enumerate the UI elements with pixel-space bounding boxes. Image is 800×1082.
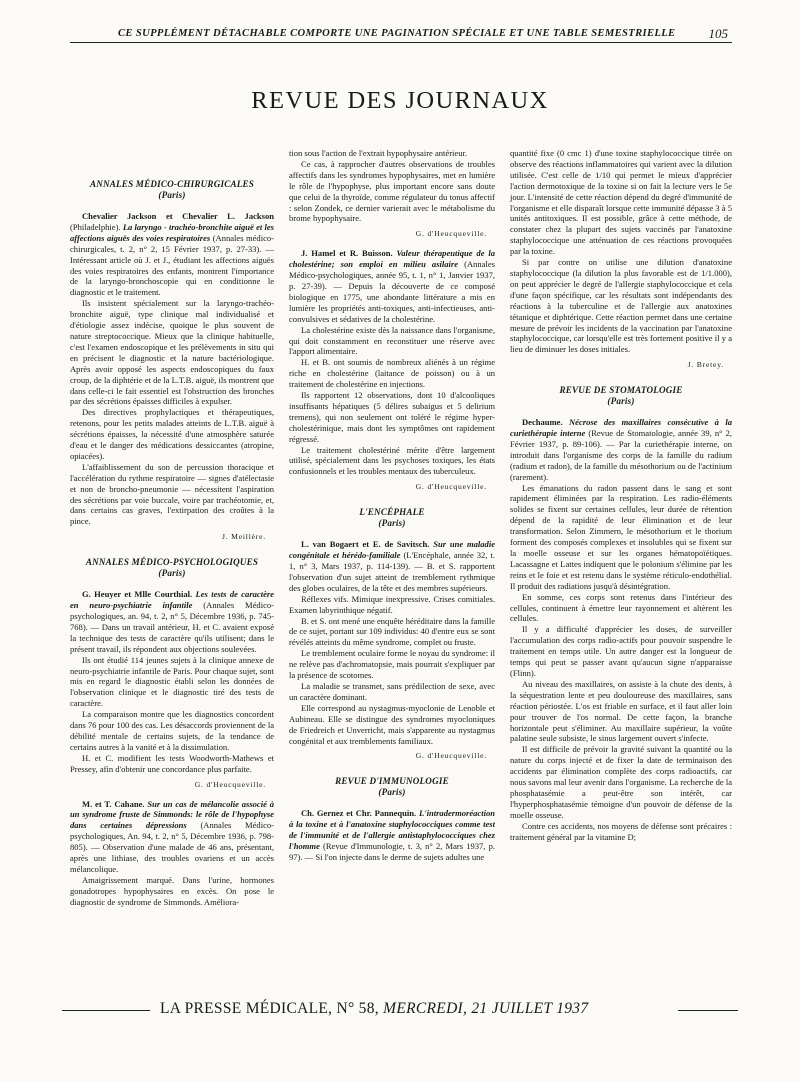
article-authors: J. Hamel et R. Buisson. <box>301 248 393 259</box>
article-lead <box>289 808 495 863</box>
article-paragraph: H. et C. modifient les tests Woodworth-Mathews et Pressey, afin d'obtenir une concordance plus parfaite. <box>70 752 274 774</box>
running-title: CE SUPPLÉMENT DÉTACHABLE COMPORTE UNE PAGINATION SPÉCIALE ET UNE TABLE SEMESTRIELLE <box>118 28 676 39</box>
section-heading <box>70 179 274 201</box>
article-paragraph: Elle correspond au nystagmus-myoclonie de Lenoble et Aubineau. Elle se distingue des syndromes myocloniques de Friedreich et Unverricht, mais s'apparente au nystagmus congénital et aux tremblements familiaux. <box>289 702 495 746</box>
article-body: (Revue de Stomatologie, année 39, n° 2, Février 1937, p. 89-106). — Par la curiethérapie interne, on introduit dans l'organisme des corps de la famille du radium (radium et radon), de la famille du mésothorium ou de l'actinium (rarement). <box>510 428 733 482</box>
section-title: ANNALES MÉDICO-CHIRURGICALES <box>89 179 255 189</box>
article-title: Sur une maladie congénitale et hérédo-familiale <box>289 539 495 561</box>
section-heading <box>70 557 274 579</box>
article-signature: G. d'Heucqueville. <box>415 229 487 239</box>
article-authors: Chevalier Jackson et Chevalier L. Jackson <box>82 211 274 221</box>
article <box>70 799 274 908</box>
article-paragraph: Le traitement cholestériné mérite d'être largement utilisé, spécialement dans les psychoses toxiques, les états confusionnels et les troubles mentaux des tuberculeux. <box>289 444 495 477</box>
section-title: REVUE D'IMMUNOLOGIE <box>335 776 449 787</box>
article-paragraph: Contre ces accidents, nos moyens de défense sont précaires : traitement général par la vitamine D; <box>510 820 732 842</box>
article-paragraph: La maladie se transmet, sans prédilection de sexe, avec un caractère dominant. <box>289 680 495 702</box>
article-paragraph: H. et B. ont soumis de nombreux aliénés à un régime riche en cholestérine (laitance de poisson) ou à un traitement de cholestérine en injections. <box>289 357 495 390</box>
column-3 <box>510 148 732 842</box>
article-body: (Revue d'Immunologie, t. 3, n° 2, Mars 1937, p. 97). — Si l'on injecte dans le derme de sujets adultes une <box>289 841 495 862</box>
article <box>289 539 495 762</box>
article-lead <box>70 589 274 654</box>
article-lead <box>70 799 274 875</box>
article-body: (Annales médico-chirurgicales, t. 2, n° 2, 15 Février 1937, p. 27-33). — Intéressant article où J. et J., étudiant les affections aiguës des voies respiratoires des enfants, montrent l'importance de la laryngo-bronchoscopie qui en conditionne le diagnostic et le traitement. <box>70 232 274 298</box>
section-city: (Paris) <box>378 518 406 529</box>
article-signature: G. d'Heucqueville. <box>415 751 487 761</box>
page-number: 105 <box>708 26 728 41</box>
article-paragraph: Les émanations du radon passent dans le sang et sont rapidement éliminées par la respiration. Les radio-éléments solides se fixent sur certaines cellules, leur durée de rétention dépend de la rapidité de leur élimination et de leur transformation. Selon Zimmern, le mésothorium et le thorium forment des composés complexes et insolubles qui se fixent sur la moelle osseuse et sur les organes hématopoïétiques. Lacassagne et Lattes indiquent que le polonium s'élimine par les reins et le foie et est retenu dans le système réticulo-endothélial. Il produit des radiations jusqu'à désintégration. <box>510 482 732 591</box>
article <box>510 417 732 842</box>
article-paragraph: quantité fixe (0 cmc 1) d'une toxine staphylococcique titrée on observe des réactions inflammatoires qui varient avec la dilution utilisée. C'est celle de 1/10 qui permet le mieux d'apprécier l'action dermotoxique de la toxine si on fait la lecture vers le 5e jour. L'intensité de cette réaction dépend du degré d'immunité de l'organisme et elle disparaît lorsque cette immunité dépasse 3 à 5 unités antitoxiques. Il est possible, grâce à cette méthode, de constater chez la plupart des sujets vaccinés par l'anatoxine staphylococcique une atténuation de ces réactions provoquées par la toxine. <box>510 148 732 257</box>
article-body: (L'Encéphale, année 32, t. 1, n° 3, Mars 1937, p. 114-139). — B. et S. rapportent l'observation d'un sujet atteint de tremblement rythmique des globes oculaires, de la tête et des membres supérieurs. <box>289 550 495 593</box>
article-paragraph: Si par contre on utilise une dilution d'anatoxine staphylococcique (la dilution la plus favorable est de 1/1.000), on peut apprécier le degré de l'allergie staphylococcique et cela d'une façon spécifique, car les résultats sont indépendants des réactions à la tuberculine et de l'allergie aux anatoxines tétanique et diphtérique. Cette réaction permet dans une certaine mesure de prévoir les incidents de la vaccination par l'anatoxine staphylococcique, car lorsqu'elle est très fortement positive il y a lieu de diminuer les doses initiales. <box>510 257 732 355</box>
column-1 <box>70 165 274 908</box>
article-authors: M. et T. Cahane. <box>82 798 145 809</box>
article-title: L'intradermoréaction à la toxine et à l'anatoxine staphylococciques comme test de l'immunité et de l'allergie antistaphylococciques chez l'homme <box>289 808 495 852</box>
running-header <box>70 28 732 43</box>
column-2 <box>289 148 495 863</box>
footer-text <box>160 1000 588 1018</box>
article-authors: L. van Bogaert et E. de Savitsch. <box>301 539 430 550</box>
article-paragraph: Ce cas, à rapprocher d'autres observations de troubles affectifs dans les syndromes hypophysaires, met en lumière le rôle de l'hypophyse, plus important encore sans doute que celui de la thyroïde, comme régulateur du tonus affectif : selon Zondek, ce dernier varierait avec le métabolisme du brome hypophysaire. <box>289 158 495 224</box>
article-paragraph: La comparaison montre que les diagnostics concordent dans 76 pour 100 des cas. Les désaccords proviennent de la débilité mentale de certains sujets, de la tendance de certains autres à la vanité et à la dissimulation. <box>70 709 274 752</box>
article-paragraph: Il y a difficulté d'apprécier les doses, de surveiller l'accumulation des corps radio-actifs pour pouvoir suspendre le traitement en temps utile. Un autre danger est la longueur de temps qui peut se passer avant qu'aucun signe n'apparaisse (Flinn). <box>510 624 732 678</box>
article-signature: G. d'Heucqueville. <box>415 482 487 492</box>
article-title: Valeur thérapeutique de la cholestérine; son emploi en milieu asilaire <box>289 248 495 270</box>
section-title: REVUE DE STOMATOLOGIE <box>559 385 683 396</box>
section-city: (Paris) <box>158 568 186 579</box>
article-paragraph: Le tremblement oculaire forme le noyau du syndrome: il ne relève pas d'achromatopsie, mais pourrait s'expliquer par la présence de scotomes. <box>289 648 495 681</box>
footer-journal: LA PRESSE MÉDICALE, <box>160 1000 333 1017</box>
article-lead <box>510 417 732 482</box>
footer-issue: N° 58, <box>332 1000 384 1017</box>
article-paragraph: Réflexes vifs. Mimique inexpressive. Crises comitiales. Examen labyrinthique négatif. <box>289 593 495 615</box>
article-title: Les tests de caractère en neuro-psychiatrie infantile <box>70 589 274 611</box>
article <box>70 589 274 790</box>
page-footer <box>62 1000 738 1020</box>
article-paragraph: L'affaiblissement du son de percussion thoracique et l'accélération du rythme respiratoire — signes d'atélectasie et non de broncho-pneumonie — nécessitent l'aspiration des sécrétions par voie buccale, voire par trachéotomie, et, dans certains cas graves, l'extirpation des croûtes à la pince. <box>70 461 274 527</box>
article-paragraph: Des directives prophylactiques et thérapeutiques, retenons, pour les petits malades atteints de L.T.B. aiguë à sécrétions épaisses, la nécessité d'une atmosphère saturée d'eau et le danger des médications dessiccantes (atropine, opiacées). <box>70 407 274 461</box>
section-city: (Paris) <box>607 396 635 407</box>
article-paragraph: Amaigrissement marqué. Dans l'urine, hormones gonadotropes hypophysaires en excès. On pose le diagnostic de syndrome de Simmonds. Améliora- <box>70 874 274 907</box>
article-place: (Philadelphie). <box>70 221 123 232</box>
article-paragraph: Ils ont étudié 114 jeunes sujets à la clinique annexe de neuro-psychiatrie infantile de Paris. Pour chaque sujet, sont mis en regard le diagnostic établi selon les données de l'observation clinique et le diagnostic tiré des tests de caractère. <box>70 654 274 709</box>
section-city: (Paris) <box>158 190 186 200</box>
article-lead <box>289 248 495 324</box>
article-title: La laryngo - trachéo-bronchite aiguë et les affections aiguës des voies respiratoires <box>70 221 274 243</box>
section-city: (Paris) <box>378 787 406 798</box>
page-title: REVUE DES JOURNAUX <box>251 87 549 114</box>
article-paragraph: tion sous l'action de l'extrait hypophysaire antérieur. <box>289 148 468 158</box>
article-paragraph: B. et S. ont mené une enquête héréditaire dans la famille de ce sujet, portant sur 109 individus: 40 d'entre eux se sont révélés atteints du même syndrome, complet ou fruste. <box>289 615 495 648</box>
article-paragraph: En somme, ces corps sont retenus dans l'intérieur des cellules, continuent à émettre leur rayonnement et altèrent les cellules. <box>510 591 732 624</box>
article <box>289 808 495 863</box>
section-title: L'ENCÉPHALE <box>359 507 425 518</box>
article-paragraph: Ils insistent spécialement sur la laryngo-trachéo-bronchite aiguë, type clinique mal individualisé et d'étiologie assez indécise, quoique le plus souvent de nature streptococcique. Mieux que la clinique habituelle, c'est l'examen endoscopique et les prélèvements in situ qui en précisent le diagnostic et la nature bactériologique. Après avoir opposé les aspects endoscopiques du faux croup, de la diphtérie et de la L.T.B. aiguë, ils montrent que dans celle-ci le fait essentiel est l'obstruction des bronches par des sécrétions épaisses difficiles à expulser. <box>70 298 274 407</box>
article-body: (Annales Médico-psychologiques, An. 94, t. 2, n° 5, Décembre 1936, p. 798-805). — Observation d'une malade de 46 ans, présentant, après une lithiase, des troubles ovariens et un accès mélancolique. <box>70 820 274 874</box>
article-lead <box>70 211 274 298</box>
section-heading <box>289 776 495 798</box>
article-paragraph: Ils rapportent 12 observations, dont 10 d'alcooliques insuffisants hépatiques (5 délires subaigus et 5 delirium tremens), qui non seulement ont toléré le régime hyper-cholestérinique, mais dont les symptômes ont rapidement régressé. <box>289 390 495 444</box>
section-title: ANNALES MÉDICO-PSYCHOLOGIQUES <box>85 557 259 568</box>
article <box>289 248 495 493</box>
footer-rule <box>62 1010 150 1011</box>
article-authors: Dechaume. <box>522 417 563 428</box>
article-signature: J. Meillère. <box>222 532 266 542</box>
article <box>70 211 274 543</box>
article-signature: J. Bretey. <box>687 360 724 370</box>
article-paragraph: Il est difficile de prévoir la gravité suivant la quantité ou la nature du corps injecté et de fixer la date de terminaison des accidents par élimination complète des corps radioactifs, car nous savons mal leur avenir dans l'organisme. La recherche de la phosphatasémie a peut-être son intérêt, car l'hyperphosphatasémie témoigne d'un pouvoir de défense de la moelle osseuse. <box>510 744 732 820</box>
article-lead <box>289 539 495 594</box>
article-signature: G. d'Heucqueville. <box>194 779 266 789</box>
article-title: Nécrose des maxillaires consécutive à la curiethérapie interne <box>510 417 732 439</box>
footer-date: MERCREDI, 21 JUILLET 1937 <box>383 1000 589 1017</box>
article-body: (Annales Médico-psychologiques, année 95, t. 1, n° 1, Janvier 1937, p. 27-39). — Depuis la découverte de ce composé biologique en 1775, une abondante littérature a mis en lumière les propriétés anti-toxiques, anti-infectieuses, anti-convulsives et sédatives de la cholestérine. <box>289 259 495 324</box>
article-authors: Ch. Gernez et Chr. Pannequin. <box>301 808 417 819</box>
article-title: Sur un cas de mélancolie associé à un syndrome fruste de Simmonds: le rôle de l'hypophyse dans certaines dépressions <box>70 798 274 831</box>
article-paragraph: La cholestérine existe dès la naissance dans l'organisme, qui doit constamment en reconstituer une réserve avec l'apport alimentaire. <box>289 324 495 357</box>
footer-rule <box>678 1010 738 1011</box>
section-heading <box>510 385 732 407</box>
section-heading <box>289 507 495 529</box>
article-authors: G. Heuyer et Mlle Courthial. <box>82 589 193 600</box>
article-body: (Annales Médico-psychologiques, an. 94, t. 2, n° 5, Décembre 1936, p. 745-768). — Dans un travail antérieur, H. et C. avaient exposé la technique des tests de caractère qu'ils utilisent; dans le présent travail, ils répondent aux objections soulevées. <box>70 600 274 654</box>
article-paragraph: Au niveau des maxillaires, on assiste à la chute des dents, à la séquestration lente et peu douloureuse des maxillaires, sans réaction périostée. L'os est friable en surface, et il faut aller loin pour trouver de l'os normal. De cette façon, la branche horizontale peut s'éliminer. Au maxillaire supérieur, la voûte palatine seule subsiste, le sinus largement ouvert s'infecte. <box>510 678 732 744</box>
